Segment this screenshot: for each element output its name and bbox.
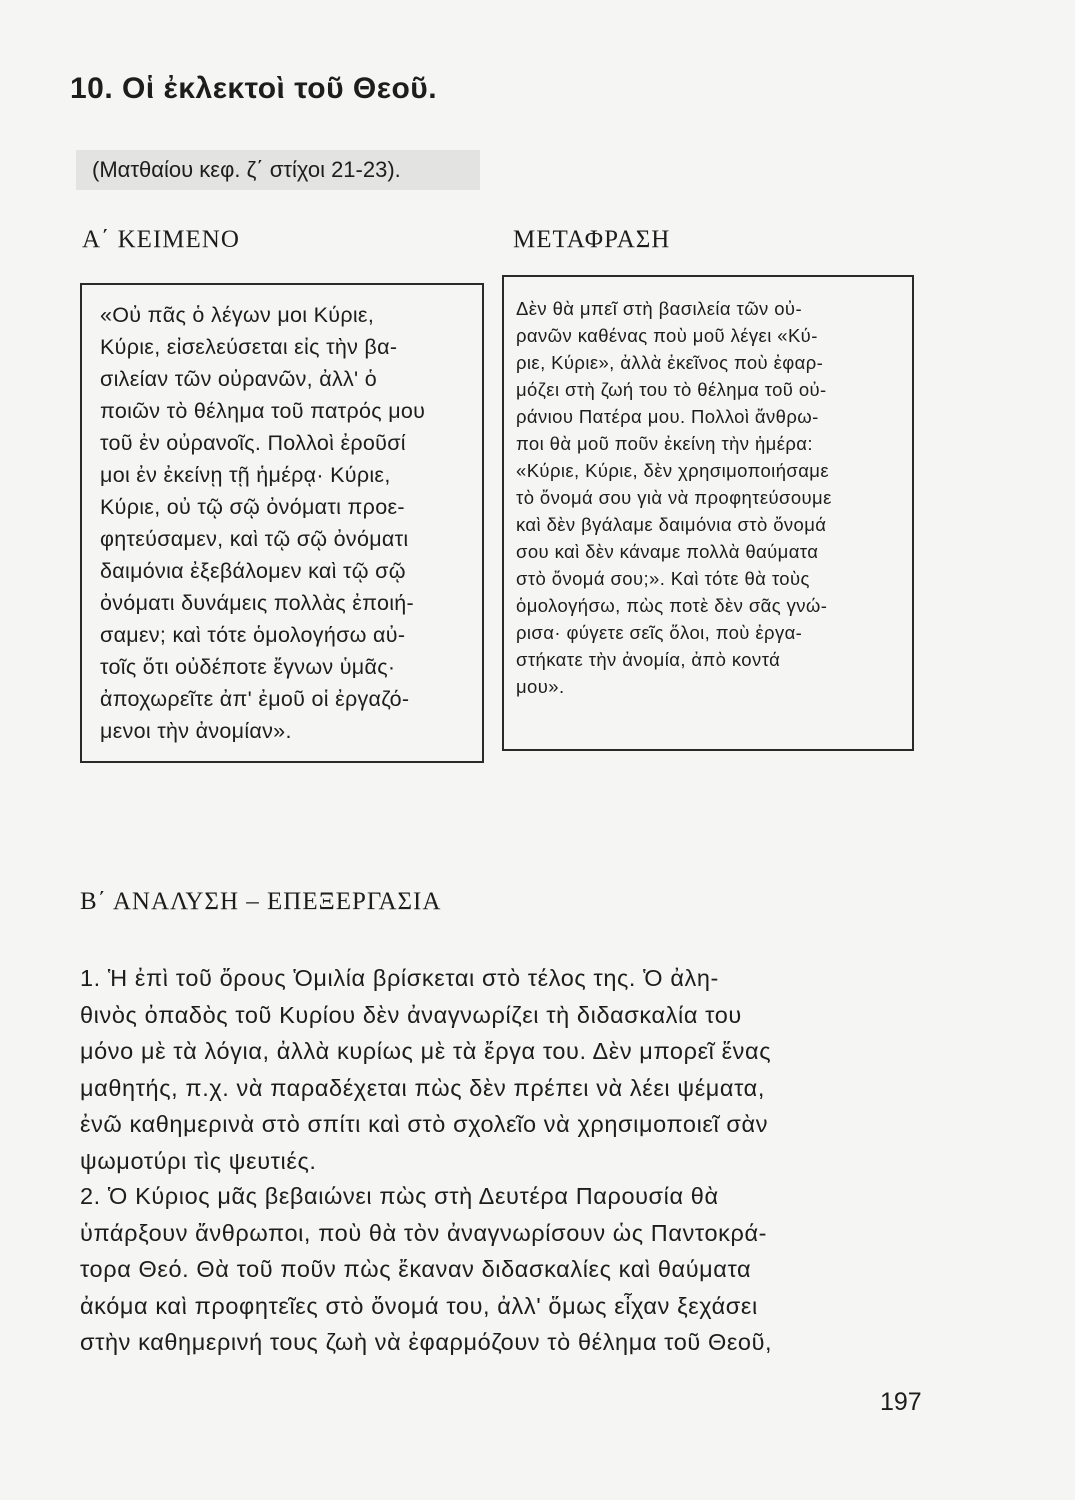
original-text-heading: Α΄ ΚΕΙΜΕΝΟ	[82, 226, 240, 253]
translation-text: Δὲν θὰ μπεῖ στὴ βασιλεία τῶν οὐ- ρανῶν καθένας ποὺ μοῦ λέγει «Κύ- ριε, Κύριε», ἀλλὰ ἐκεῖνος ποὺ ἐφαρ- μόζει στὴ ζωή του τὸ θέλημα τοῦ οὐ- ράνιου Πατέρα μου. Πολλοὶ ἄνθρω- ποι θὰ μοῦ ποῦν ἐκείνη τὴν ἡμέρα: «Κύριε, Κύριε, δὲν χρησιμοποιήσαμε τὸ ὄνομά σου γιὰ νὰ προφητεύσουμε καὶ δὲν βγάλαμε δαιμόνια στὸ ὄνομά σου καὶ δὲν κάναμε πολλὰ θαύματα στὸ ὄνομά σου;». Καὶ τότε θὰ τοὺς ὁμολογήσω, πὼς ποτὲ δὲν σᾶς γνώ- ρισα· φύγετε σεῖς ὅλοι, ποὺ ἐργα- στήκατε τὴν ἀνομία, ἀπὸ κοντά μου».	[516, 298, 832, 697]
analysis-paragraph-2: 2. Ὁ Κύριος μᾶς βεβαιώνει πὼς στὴ Δευτέρα Παρουσία θὰ ὑπάρξουν ἄνθρωποι, ποὺ θὰ τὸν ἀναγνωρίσουν ὡς Παντοκρά- τορα Θεό. Θὰ τοῦ ποῦν πὼς ἔκαναν διδασκαλίες καὶ θαύματα ἀκόμα καὶ προφητεῖες στὸ ὄνομά του, ἀλλ' ὅμως εἶχαν ξεχάσει στὴν καθημερινή τους ζωὴ νὰ ἐφαρμόζουν τὸ θέλημα τοῦ Θεοῦ,	[80, 1183, 773, 1355]
scripture-reference: (Ματθαίου κεφ. ζ΄ στίχοι 21-23).	[76, 150, 480, 190]
chapter-title: 10. Οἱ ἐκλεκτοὶ τοῦ Θεοῦ.	[70, 72, 438, 105]
original-text-box	[80, 283, 484, 763]
analysis-paragraph-1: 1. Ἡ ἐπὶ τοῦ ὄρους Ὁμιλία βρίσκεται στὸ τέλος της. Ὁ ἀλη- θινὸς ὀπαδὸς τοῦ Κυρίου δὲν ἀναγνωρίζει τὴ διδασκαλία του μόνο μὲ τὰ λόγια, ἀλλὰ κυρίως μὲ τὰ ἔργα του. Δὲν μπορεῖ ἕνας μαθητής, π.χ. νὰ παραδέχεται πὼς δὲν πρέπει νὰ λέει ψέματα, ἐνῶ καθημερινὰ στὸ σπίτι καὶ στὸ σχολεῖο νὰ χρησιμοποιεῖ σὰν ψωμοτύρι τὶς ψευτιές.	[80, 965, 772, 1174]
page-number: 197	[880, 1388, 922, 1416]
original-text: «Οὐ πᾶς ὁ λέγων μοι Κύριε, Κύριε, εἰσελεύσεται εἰς τὴν βα- σιλείαν τῶν οὐρανῶν, ἀλλ' ὁ ποιῶν τὸ θέλημα τοῦ πατρός μου τοῦ ἐν οὐρανοῖς. Πολλοὶ ἐροῦσί μοι ἐν ἐκείνῃ τῇ ἡμέρᾳ· Κύριε, Κύριε, οὐ τῷ σῷ ὀνόματι προε- φητεύσαμεν, καὶ τῷ σῷ ὀνόματι δαιμόνια ἐξεβάλομεν καὶ τῷ σῷ ὀνόματι δυνάμεις πολλὰς ἐποιή- σαμεν; καὶ τότε ὁμολογήσω αὐ- τοῖς ὅτι οὐδέποτε ἔγνων ὑμᾶς· ἀποχωρεῖτε ἀπ' ἐμοῦ οἱ ἐργαζό- μενοι τὴν ἀνομίαν».	[100, 303, 426, 743]
analysis-heading: Β΄ ΑΝΑΛΥΣΗ – ΕΠΕΞΕΡΓΑΣΙΑ	[80, 888, 442, 915]
translation-box	[502, 275, 914, 751]
translation-heading: ΜΕΤΑΦΡΑΣΗ	[513, 226, 671, 253]
